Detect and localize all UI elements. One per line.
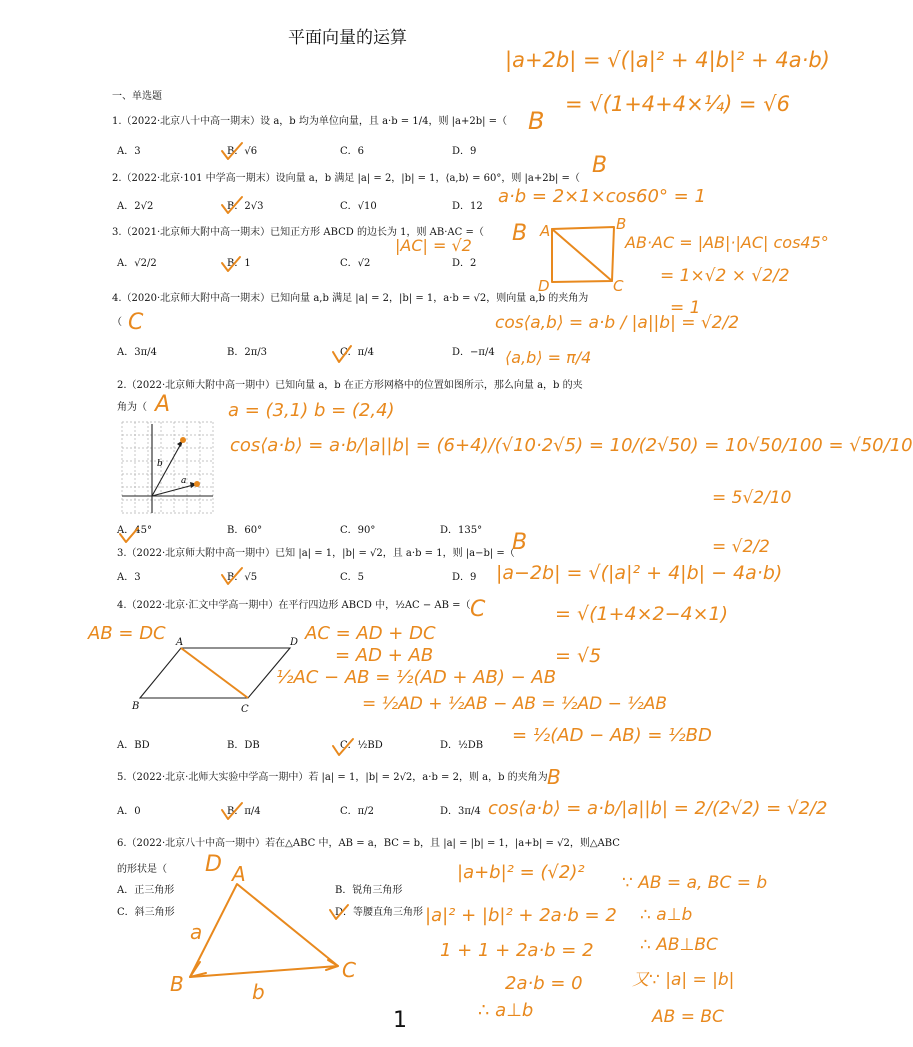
question-8-option-a: A．0	[117, 806, 141, 817]
note-q9-right3: ∴ AB⊥BC	[640, 935, 718, 955]
question-4-paren: （	[112, 317, 122, 328]
page-title: 平面向量的运算	[288, 28, 407, 48]
note-q5-line1: cos⟨a·b⟩ = a·b/|a||b| = (6+4)/(√10·2√5) = 10/(2√50) = 10√50/100 = √50/10	[230, 435, 913, 456]
grid-vector-a-label: a	[181, 476, 187, 486]
question-1-option-a: A．3	[117, 146, 141, 157]
question-1-option-d: D．9	[452, 146, 477, 157]
note-q3-ac: |AC| = √2	[395, 236, 472, 255]
note-q1-line1: |a+2b| = √(|a|² + 4|b|² + 4a·b)	[505, 48, 830, 72]
question-3-option-a: A．√2/2	[117, 258, 157, 269]
question-7-option-b: B．DB	[227, 740, 260, 751]
question-9-stem-line2: 的形状是（	[117, 864, 167, 875]
question-2-option-a: A．2√2	[117, 201, 154, 212]
question-5-stem-line2: 角为（	[117, 402, 147, 413]
answer-q3: B	[512, 221, 528, 246]
page-number: 1	[393, 1008, 407, 1033]
check-mark-q1	[222, 143, 242, 159]
question-5-option-d: D．135°	[440, 525, 483, 536]
note-q2: a·b = 2×1×cos60° = 1	[498, 186, 706, 207]
question-8-option-b: B．π/4	[227, 806, 261, 817]
note-q9-line1: |a+b|² = (√2)²	[457, 862, 585, 883]
question-9-option-b: B．锐角三角形	[335, 885, 403, 896]
check-mark-q7	[333, 739, 353, 755]
question-6-stem: 3.（2022·北京师大附中高一期中）已知 |a| = 1，|b| = √2，且 a·b = 1，则 |a−b| =（	[117, 548, 515, 559]
section-heading: 一、单选题	[112, 91, 162, 102]
check-mark-q8	[222, 803, 242, 819]
parallelogram-label-d: D	[290, 637, 299, 648]
parallelogram-label-b: B	[132, 701, 140, 712]
question-3-option-b: B．1	[227, 258, 251, 269]
question-7-option-c: C．½BD	[340, 740, 383, 751]
square-label-a: A	[540, 222, 551, 240]
question-3-option-d: D．2	[452, 258, 477, 269]
question-1-stem: 1.（2022·北京八十中高一期末）设 a，b 均为单位向量，且 a·b = 1/4，则 |a+2b| =（	[112, 116, 508, 127]
note-q6-line2: = √(1+4×2−4×1)	[555, 603, 729, 625]
question-4-option-c: C．π/4	[340, 347, 374, 358]
check-mark-q6	[222, 568, 242, 584]
answer-q7: C	[470, 597, 486, 622]
note-q5-line2: = 5√2/10	[712, 488, 792, 508]
grid-vector-b-label: b	[157, 459, 163, 469]
question-2-option-d: D．12	[452, 201, 483, 212]
note-q6-line3: = √5	[555, 645, 602, 667]
square-label-d: D	[538, 277, 550, 295]
question-6-option-c: C．5	[340, 572, 365, 583]
triangle-vector-b: b	[252, 980, 265, 1004]
square-label-b: B	[616, 215, 627, 233]
question-5-option-a: A．45°	[117, 525, 152, 536]
answer-q5: A	[155, 392, 171, 417]
triangle-vector-a: a	[190, 920, 203, 944]
question-2-stem: 2.（2022·北京·101 中学高一期末）设向量 a，b 满足 |a| = 2，|b| = 1，⟨a,b⟩ = 60°，则 |a+2b| =（	[112, 173, 580, 184]
triangle-label-b: B	[170, 972, 184, 996]
check-mark-q9	[330, 905, 348, 919]
note-q8: cos⟨a·b⟩ = a·b/|a||b| = 2/(2√2) = √2/2	[488, 798, 828, 819]
note-q7-line5: = ½(AD − AB) = ½BD	[512, 725, 712, 746]
question-4-option-a: A．3π/4	[117, 347, 157, 358]
question-8-option-d: D．3π/4	[440, 806, 481, 817]
answer-q6: B	[512, 530, 528, 555]
note-q9-line4: 2a·b = 0	[505, 973, 583, 994]
question-5-option-b: B．60°	[227, 525, 263, 536]
check-mark-q2	[222, 197, 242, 213]
question-7-option-d: D．½DB	[440, 740, 484, 751]
note-q3-line2: = 1×√2 × √2/2	[660, 266, 790, 286]
question-4-option-d: D．−π/4	[452, 347, 495, 358]
note-q7-ab-dc: AB = DC	[88, 623, 166, 644]
note-q9-right5: AB = BC	[652, 1007, 724, 1027]
question-7-option-a: A．BD	[117, 740, 150, 751]
note-q7-line4: = ½AD + ½AB − AB = ½AD − ½AB	[362, 694, 668, 714]
question-8-option-c: C．π/2	[340, 806, 374, 817]
note-q3-line1: AB·AC = |AB|·|AC| cos45°	[625, 233, 829, 252]
triangle-label-a: A	[232, 862, 246, 886]
question-3-option-c: C．√2	[340, 258, 371, 269]
check-mark-q4	[333, 346, 351, 362]
question-7-stem: 4.（2022·北京·汇文中学高一期中）在平行四边形 ABCD 中，½AC − AB =（	[117, 600, 471, 611]
question-6-option-a: A．3	[117, 572, 141, 583]
note-q9-right1: ∵ AB = a, BC = b	[622, 873, 768, 893]
note-q3-line3: = 1	[670, 298, 701, 318]
note-q9-line3: 1 + 1 + 2a·b = 2	[440, 940, 594, 961]
note-q5-vectors: a = (3,1) b = (2,4)	[228, 400, 395, 421]
question-6-option-b: B．√5	[227, 572, 258, 583]
answer-q8: B	[547, 765, 561, 789]
note-q9-line2: |a|² + |b|² + 2a·b = 2	[425, 905, 617, 926]
question-6-option-d: D．9	[452, 572, 477, 583]
triangle-sketch	[190, 884, 338, 977]
question-4-stem: 4.（2020·北京师大附中高一期末）已知向量 a,b 满足 |a| = 2，|b| = 1，a·b = √2，则向量 a,b 的夹角为	[112, 293, 589, 304]
answer-q1: B	[528, 107, 545, 135]
question-5-stem-line1: 2.（2022·北京师大附中高一期中）已知向量 a，b 在正方形网格中的位置如图所示，那么向量 a，b 的夹	[117, 380, 583, 391]
question-2-option-c: C．√10	[340, 201, 377, 212]
parallelogram-label-c: C	[241, 704, 249, 715]
answer-q2: B	[592, 153, 608, 178]
note-q5-line3: = √2/2	[712, 537, 770, 557]
square-label-c: C	[613, 277, 624, 295]
check-mark-q5	[120, 528, 138, 542]
triangle-label-c: C	[342, 958, 356, 982]
question-4-option-b: B．2π/3	[227, 347, 268, 358]
note-q4-line2: ⟨a,b⟩ = π/4	[505, 348, 592, 367]
note-q9-right2: ∴ a⊥b	[640, 905, 693, 925]
question-9-option-d: D．等腰直角三角形	[335, 907, 424, 918]
note-q7-line1: AC = AD + DC	[305, 623, 436, 644]
question-1-option-b: B．√6	[227, 146, 258, 157]
question-5-option-c: C．90°	[340, 525, 376, 536]
question-3-stem: 3.（2021·北京师大附中高一期末）已知正方形 ABCD 的边长为 1，则 AB·AC =（	[112, 227, 484, 238]
question-2-option-b: B．2√3	[227, 201, 264, 212]
note-q4-line1: cos⟨a,b⟩ = a·b / |a||b| = √2/2	[495, 313, 740, 333]
note-q7-line3: ½AC − AB = ½(AD + AB) − AB	[276, 667, 557, 688]
question-9-stem-line1: 6.（2022·北京八十中高一期中）若在△ABC 中，AB = a，BC = b，且 |a| = |b| = 1，|a+b| = √2，则△ABC	[117, 838, 620, 849]
note-q6-line1: |a−2b| = √(|a|² + 4|b| − 4a·b)	[496, 562, 783, 584]
note-q9-line5: ∴ a⊥b	[478, 1000, 534, 1021]
question-9-option-c: C．斜三角形	[117, 907, 175, 918]
question-8-stem: 5.（2022·北京·北师大实验中学高一期中）若 |a| = 1，|b| = 2√2，a·b = 2，则 a，b 的夹角为	[117, 772, 548, 783]
answer-q9: D	[205, 852, 222, 877]
answer-q4: C	[128, 310, 144, 335]
check-mark-q3	[222, 257, 240, 271]
parallelogram-label-a: A	[176, 637, 184, 648]
question-1-option-c: C．6	[340, 146, 365, 157]
question-9-option-a: A．正三角形	[117, 885, 175, 896]
note-q1-line2: = √(1+4+4×¼) = √6	[565, 92, 790, 116]
note-q7-line2: = AD + AB	[335, 645, 434, 666]
note-q9-right4: 又∵ |a| = |b|	[632, 970, 735, 990]
